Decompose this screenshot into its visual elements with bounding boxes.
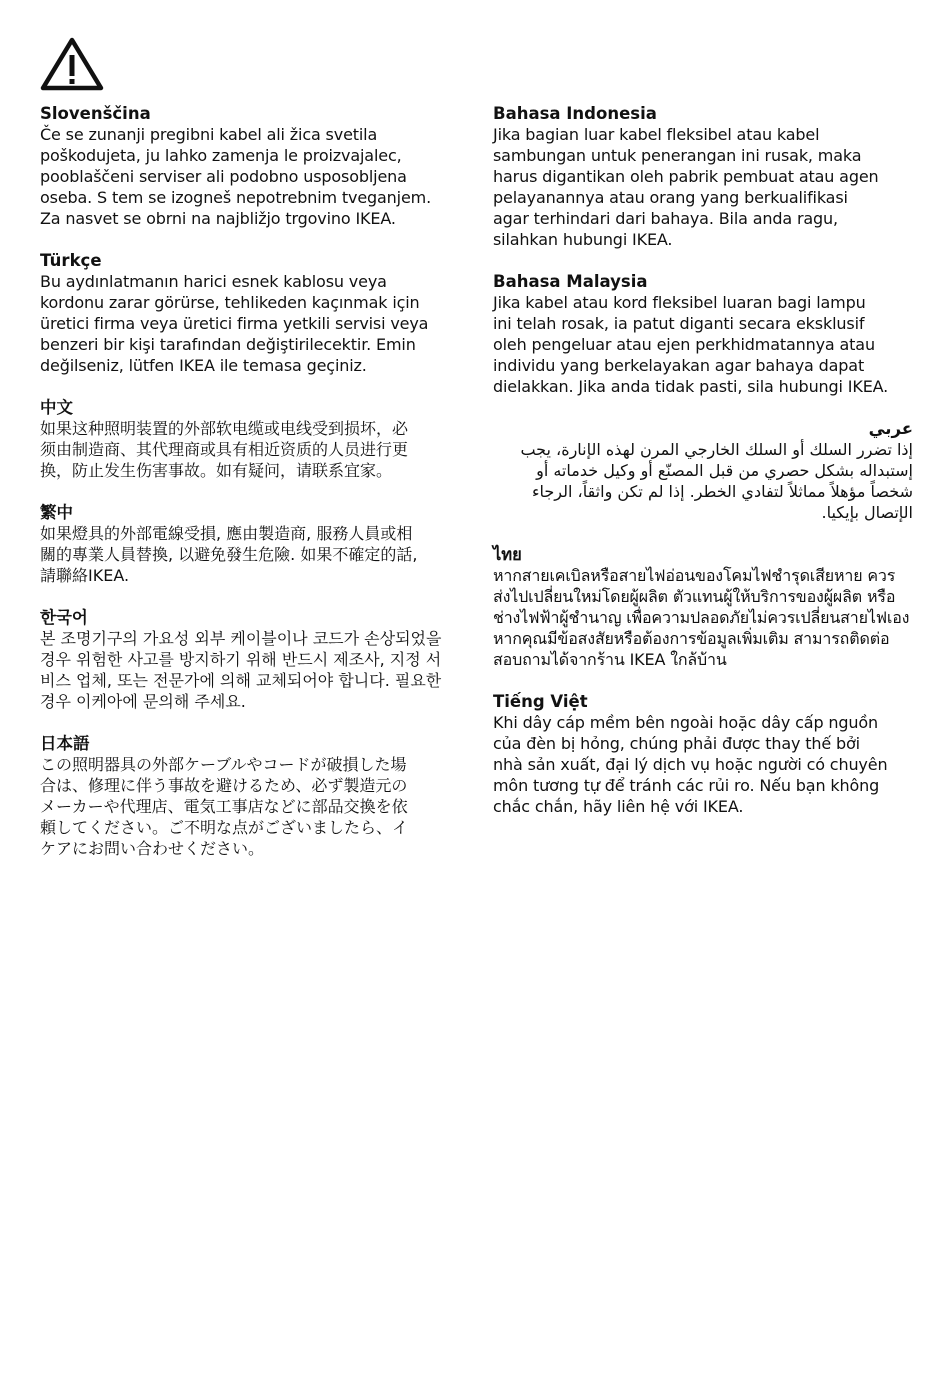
section-chinese-simplified bbox=[40, 397, 460, 481]
section-heading: 繁中 bbox=[40, 503, 73, 522]
section-text: 如果这种照明装置的外部软电缆或电线受到损坏，必 须由制造商、其代理商或具有相近资质的人员进行更 换，防止发生伤害事故。如有疑问，请联系宜家。 bbox=[40, 419, 409, 480]
section-bahasa-indonesia bbox=[493, 103, 913, 250]
section-text: Jika bagian luar kabel fleksibel atau kabel sambungan untuk penerangan ini rusak, maka harus digantikan oleh pabrik pembuat atau agen pelayanannya atau orang yang berkualifikasi agar terhindari dari bahaya. Bila anda ragu, silahkan hubungi IKEA. bbox=[493, 125, 879, 249]
section-korean bbox=[40, 607, 460, 712]
section-heading: Slovenščina bbox=[40, 104, 151, 123]
section-arabic bbox=[493, 418, 913, 523]
section-text: 如果燈具的外部電線受損, 應由製造商, 服務人員或相 關的專業人員替換, 以避免發生危險. 如果不確定的話, 請聯絡IKEA. bbox=[40, 524, 418, 585]
section-text: หากสายเคเบิลหรือสายไฟอ่อนของโคมไฟชำรุดเสียหาย ควร ส่งไปเปลี่ยนใหม่โดยผู้ผลิต ตัวแทนผู้ให้บริการของผู้ผลิต หรือ ช่างไฟฟ้าผู้ชำนาญ เพื่อความปลอดภัยไม่ควรเปลี่ยนสายไฟเอง หากคุณมีข้อสงสัยหรือต้องการข้อมูลเพิ่มเติม สามารถติดต่อ สอบถามได้จากร้าน IKEA ใกล้บ้าน bbox=[493, 566, 910, 669]
section-heading: 中文 bbox=[40, 398, 73, 417]
section-slovenscina bbox=[40, 103, 460, 229]
section-heading: ไทย bbox=[493, 545, 522, 564]
section-text: إذا تضرر السلك أو السلك الخارجي المرن لهذه الإنارة، يجب إستبداله بشكل حصري من قبل المصنّع أو وكيل خدماته أو شخصاً مؤهلاً مماثلاً لتفادي الخطر. إذا لم تكن واثقاً، الرجاء الإتصال بإيكيا. bbox=[520, 440, 913, 522]
section-heading: Tiếng Việt bbox=[493, 692, 588, 711]
section-japanese bbox=[40, 733, 460, 859]
section-heading: 한국어 bbox=[40, 608, 88, 627]
section-text: 본 조명기구의 가요성 외부 케이블이나 코드가 손상되었을 경우 위험한 사고를 방지하기 위해 반드시 제조사, 지정 서 비스 업체, 또는 전문가에 의해 교체되어야 합니다. 필요한 경우 이케아에 문의해 주세요. bbox=[40, 629, 442, 711]
section-heading: Bahasa Malaysia bbox=[493, 272, 648, 291]
warning-triangle-icon bbox=[39, 36, 105, 92]
section-text: Jika kabel atau kord fleksibel luaran bagi lampu ini telah rosak, ia patut diganti secara eksklusif oleh pengeluar atau ejen perkhidmatannya atau individu yang berkelayakan agar bahaya dapat dielakkan. Jika anda tidak pasti, sila hubungi IKEA. bbox=[493, 293, 889, 396]
right-column bbox=[493, 103, 913, 838]
section-text: Če se zunanji pregibni kabel ali žica svetila poškodujeta, ju lahko zamenja le proizvajalec, pooblaščeni serviser ali podobno usposobljena oseba. S tem se izogneš nepotrebnim tveganjem. Za nasvet se obrni na najbližjo trgovino IKEA. bbox=[40, 125, 432, 228]
section-thai bbox=[493, 544, 913, 670]
section-vietnamese bbox=[493, 691, 913, 817]
section-heading: Türkçe bbox=[40, 251, 102, 270]
left-column bbox=[40, 103, 460, 880]
section-text: この照明器具の外部ケーブルやコードが破損した場 合は、修理に伴う事故を避けるため、必ず製造元の メーカーや代理店、電気工事店などに部品交換を依 頼してください。ご不明な点がございましたら、イ ケアにお問い合わせください。 bbox=[40, 755, 409, 858]
section-chinese-traditional bbox=[40, 502, 460, 586]
section-bahasa-malaysia bbox=[493, 271, 913, 397]
section-text: Bu aydınlatmanın harici esnek kablosu veya kordonu zarar görürse, tehlikeden kaçınmak için üretici firma veya üretici firma yetkili servisi veya benzeri bir kişi tarafından değiştirilecektir. Emin değilseniz, lütfen IKEA ile temasa geçiniz. bbox=[40, 272, 429, 375]
section-text: Khi dây cáp mềm bên ngoài hoặc dây cấp nguồn của đèn bị hỏng, chúng phải được thay thế bởi nhà sản xuất, đại lý dịch vụ hoặc người có chuyên môn tương tự để tránh các rủi ro. Nếu bạn không chắc chắn, hãy liên hệ với IKEA. bbox=[493, 713, 888, 816]
section-turkce bbox=[40, 250, 460, 376]
section-heading: عربي bbox=[868, 419, 913, 438]
section-heading: 日本語 bbox=[40, 734, 90, 753]
section-heading: Bahasa Indonesia bbox=[493, 104, 657, 123]
